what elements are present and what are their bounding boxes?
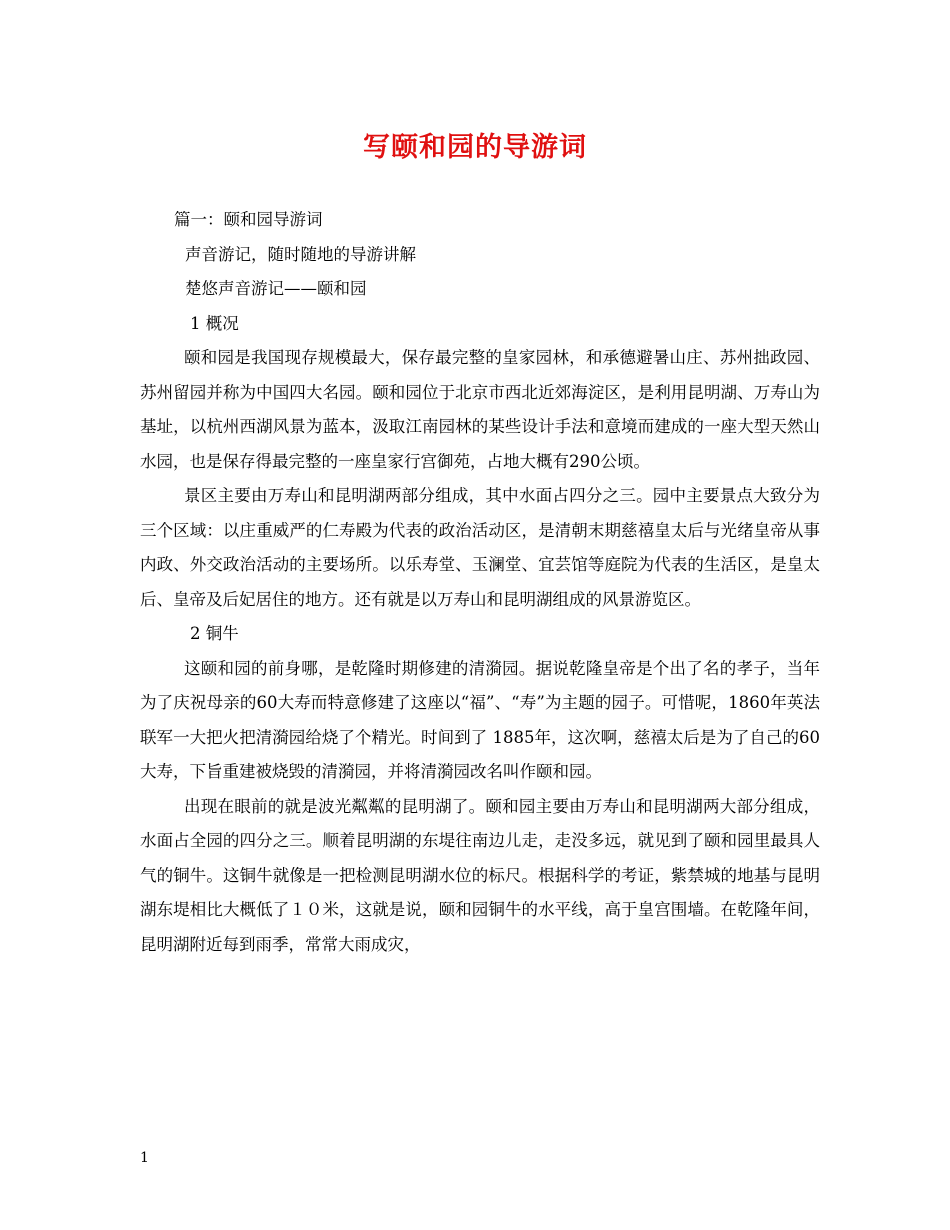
body-paragraph: 景区主要由万寿山和昆明湖两部分组成，其中水面占四分之三。园中主要景点大致分为三个区域：以庄重威严的仁寿殿为代表的政治活动区，是清朝末期慈禧皇太后与光绪皇帝从事内政、外交政治活动的主要场所。以乐寿堂、玉澜堂、宜芸馆等庭院为代表的生活区，是皇太后、皇帝及后妃居住的地方。还有就是以万寿山和昆明湖组成的风景游览区。 <box>140 486 820 609</box>
document-body <box>140 203 820 962</box>
body-paragraph: 这颐和园的前身哪，是乾隆时期修建的清漪园。据说乾隆皇帝是个出了名的孝子，当年为了庆祝母亲的60大寿而特意修建了这座以“福”、“寿”为主题的园子。可惜呢，1860年英法联军一大把火把清漪园给烧了个精光。时间到了 1885年，这次啊，慈禧太后是为了自己的60大寿，下旨重建被烧毁的清漪园，并将清漪园改名叫作颐和园。 <box>140 658 820 781</box>
document-title: 写颐和园的导游词 <box>363 132 587 163</box>
body-paragraph: 颐和园是我国现存规模最大，保存最完整的皇家园林，和承德避暑山庄、苏州拙政园、苏州留园并称为中国四大名园。颐和园位于北京市西北近郊海淀区，是利用昆明湖、万寿山为基址，以杭州西湖风景为蓝本，汲取江南园林的某些设计手法和意境而建成的一座大型天然山水园，也是保存得最完整的一座皇家行宫御苑，占地大概有290公顷。 <box>140 348 820 471</box>
section-heading: 1 概况 <box>190 313 239 333</box>
part-heading: 篇一：颐和园导游词 <box>174 210 323 229</box>
section-heading: 2 铜牛 <box>190 624 239 643</box>
page-number: 1 <box>140 1150 149 1166</box>
subtitle-line: 楚悠声音游记——颐和园 <box>185 279 367 298</box>
body-paragraph: 出现在眼前的就是波光粼粼的昆明湖了。颐和园主要由万寿山和昆明湖两大部分组成，水面占全园的四分之三。顺着昆明湖的东堤往南边儿走，走没多远，就见到了颐和园里最具人气的铜牛。这铜牛就像是一把检测昆明湖水位的标尺。根据科学的考证，紫禁城的地基与昆明湖东堤相比大概低了１０米，这就是说，颐和园铜牛的水平线，高于皇宫围墙。在乾隆年间，昆明湖附近每到雨季，常常大雨成灾， <box>140 796 820 954</box>
subtitle-line: 声音游记，随时随地的导游讲解 <box>185 244 416 264</box>
